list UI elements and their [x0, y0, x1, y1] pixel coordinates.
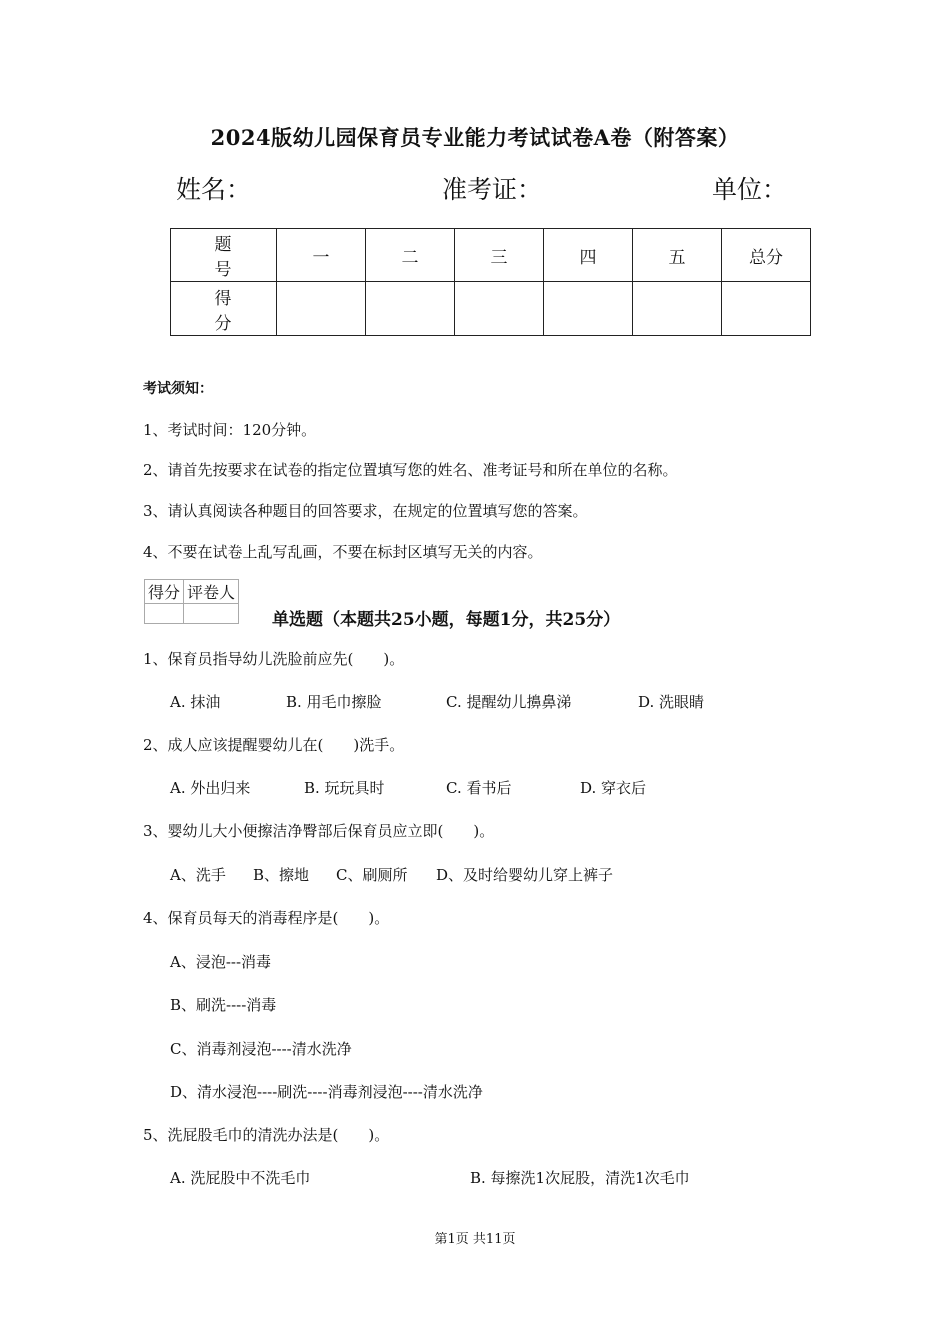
notice-item-2: 2、请首先按要求在试卷的指定位置填写您的姓名、准考证号和所在单位的名称。 [143, 461, 678, 479]
score-table-col-3: 三 [455, 229, 544, 282]
score-table-score-label: 得 分 [171, 282, 277, 336]
notice-item-3: 3、请认真阅读各种题目的回答要求，在规定的位置填写您的答案。 [143, 502, 588, 520]
question-2-option-c: C. 看书后 [446, 779, 512, 797]
question-5-stem: 5、洗屁股毛巾的清洗办法是( )。 [143, 1126, 390, 1144]
question-2-option-d: D. 穿衣后 [580, 779, 647, 797]
score-table-header-row [171, 229, 811, 282]
exam-id-field-label: 准考证： [442, 175, 543, 204]
question-3-option-d: D、及时给婴幼儿穿上裤子 [436, 866, 614, 884]
name-field-label: 姓名： [176, 175, 252, 204]
score-table-col-1: 一 [277, 229, 366, 282]
grader-box-grader-label: 评卷人 [184, 580, 239, 604]
question-2-option-b: B. 玩玩具时 [304, 779, 385, 797]
question-1-option-a: A. 抹油 [170, 693, 221, 711]
score-table-col-2: 二 [366, 229, 455, 282]
question-4-option-c: C、消毒剂浸泡----清水洗净 [170, 1040, 352, 1058]
page-footer: 第1页 共11页 [434, 1232, 516, 1247]
notice-item-1: 1、考试时间：120分钟。 [143, 421, 317, 439]
score-table [170, 228, 811, 336]
notice-heading: 考试须知： [143, 381, 213, 397]
score-table-header-label: 题 号 [171, 229, 277, 282]
score-cell-1[interactable] [277, 282, 366, 336]
unit-field-label: 单位： [712, 175, 788, 204]
score-table-col-4: 四 [544, 229, 633, 282]
question-5-option-b: B. 每擦洗1次屁股，清洗1次毛巾 [470, 1169, 690, 1187]
grader-box-score-cell[interactable] [145, 604, 184, 624]
section-title: 单选题（本题共25小题，每题1分，共25分） [272, 610, 621, 630]
question-5-option-a: A. 洗屁股中不洗毛巾 [170, 1169, 311, 1187]
grader-box [144, 579, 239, 624]
question-4-option-d: D、清水浸泡----刷洗----消毒剂浸泡----清水洗净 [170, 1083, 483, 1101]
notice-item-4: 4、不要在试卷上乱写乱画，不要在标封区填写无关的内容。 [143, 543, 543, 561]
score-table-score-row [171, 282, 811, 336]
score-cell-4[interactable] [544, 282, 633, 336]
score-cell-total[interactable] [722, 282, 811, 336]
question-4-option-a: A、浸泡---消毒 [170, 953, 272, 971]
score-table-col-5: 五 [633, 229, 722, 282]
question-4-option-b: B、刷洗----消毒 [170, 996, 277, 1014]
score-cell-2[interactable] [366, 282, 455, 336]
question-1-option-b: B. 用毛巾擦脸 [286, 693, 382, 711]
question-2-stem: 2、成人应该提醒婴幼儿在( )洗手。 [143, 736, 405, 754]
question-3-option-a: A、洗手 [170, 866, 226, 884]
question-1-stem: 1、保育员指导幼儿洗脸前应先( )。 [143, 650, 405, 668]
question-3-option-c: C、刷厕所 [336, 866, 408, 884]
question-1-option-d: D. 洗眼睛 [638, 693, 705, 711]
grader-box-score-label: 得分 [145, 580, 184, 604]
grader-box-grader-cell[interactable] [184, 604, 239, 624]
question-2-option-a: A. 外出归来 [170, 779, 251, 797]
question-1-option-c: C. 提醒幼儿擤鼻涕 [446, 693, 572, 711]
question-4-stem: 4、保育员每天的消毒程序是( )。 [143, 909, 390, 927]
question-3-stem: 3、婴幼儿大小便擦洁净臀部后保育员应立即( )。 [143, 822, 495, 840]
score-table-col-total: 总分 [722, 229, 811, 282]
score-cell-3[interactable] [455, 282, 544, 336]
document-title: 2024版幼儿园保育员专业能力考试试卷A卷（附答案） [210, 125, 740, 150]
score-cell-5[interactable] [633, 282, 722, 336]
question-3-option-b: B、擦地 [253, 866, 310, 884]
